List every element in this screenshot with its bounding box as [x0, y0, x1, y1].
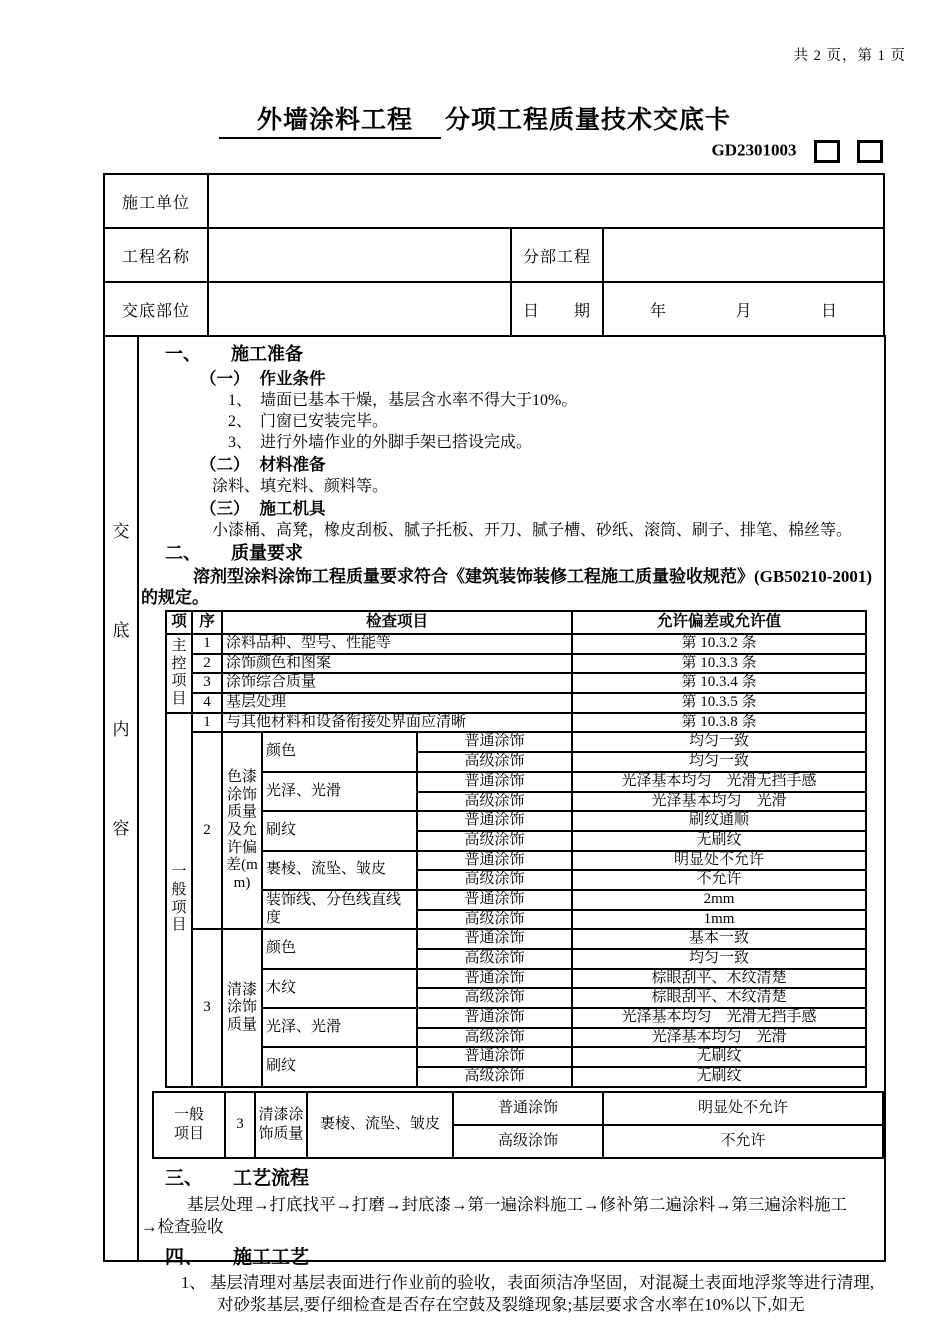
date-value	[603, 282, 884, 336]
allow-value-cell: 均匀一致	[572, 752, 866, 772]
vertical-char: 容	[112, 819, 130, 838]
check-item-cell: 光泽、光滑	[262, 772, 417, 811]
grade-cell: 高级涂饰	[417, 988, 572, 1008]
year-label: 年	[650, 302, 667, 320]
section-title: 质量要求	[231, 543, 303, 563]
check-item-cell: 与其他材料和设备衔接处界面应清晰	[222, 713, 572, 733]
grade-cell: 高级涂饰	[417, 1028, 572, 1048]
process-flow-text: 基层处理→打底找平→打磨→封底漆→第一遍涂料施工→修补第二遍涂料→第三遍涂料施工→检查验收	[141, 1194, 847, 1236]
grade-cell: 普通涂饰	[453, 1092, 603, 1125]
col-header-seq: 序	[192, 611, 222, 634]
allow-value-cell: 无刷纹	[572, 1067, 866, 1087]
grade-cell: 高级涂饰	[417, 792, 572, 812]
allow-value-cell: 光泽基本均匀 光滑	[572, 792, 866, 812]
condition-item: 1、 墙面已基本干燥，基层含水率不得大于10%。	[228, 392, 578, 409]
table-row	[166, 969, 866, 989]
section-number: 四、	[165, 1246, 204, 1268]
main-control-label: 主控项目	[166, 634, 192, 713]
allow-value-cell: 明显处不允许	[603, 1092, 883, 1125]
form-code-row	[103, 140, 883, 163]
seq-cell: 3	[192, 929, 222, 1087]
check-item-cell: 裹棱、流坠、皱皮	[262, 851, 417, 890]
construction-unit-value	[208, 174, 884, 228]
page-title	[0, 100, 950, 136]
check-item-cell: 颜色	[262, 732, 417, 771]
seq-cell: 1	[192, 634, 222, 654]
allow-value-cell: 第 10.3.4 条	[572, 673, 866, 693]
allow-value-cell: 棕眼刮平、木纹清楚	[572, 988, 866, 1008]
table-row	[166, 811, 866, 831]
category-cell-varnish: 清漆涂饰质量	[222, 929, 262, 1087]
allow-value-cell: 基本一致	[572, 929, 866, 949]
sub-title: 材料准备	[259, 455, 326, 474]
allow-value-cell: 第 10.3.5 条	[572, 693, 866, 713]
disclosure-part-value	[208, 282, 511, 336]
general-label: 一般项目	[166, 713, 192, 1087]
condition-item: 3、 进行外墙作业的外脚手架已搭设完成。	[228, 434, 533, 451]
allow-value-cell: 均匀一致	[572, 732, 866, 752]
allow-value-cell: 光泽基本均匀 光滑	[572, 1028, 866, 1048]
section-title: 施工工艺	[233, 1246, 310, 1268]
grade-cell: 普通涂饰	[417, 732, 572, 752]
grade-cell: 普通涂饰	[417, 851, 572, 871]
seq-cell: 3	[192, 673, 222, 693]
sub-number: （三）	[200, 499, 250, 518]
grade-cell: 高级涂饰	[417, 1067, 572, 1087]
seq-cell: 1	[192, 713, 222, 733]
quality-requirements-table	[165, 610, 867, 1088]
table-row	[166, 654, 866, 674]
grade-cell: 普通涂饰	[417, 929, 572, 949]
table-row	[166, 713, 866, 733]
category-cell-paint: 色漆涂饰质量及允许偏差(mm)	[222, 732, 262, 929]
table-row	[166, 1008, 866, 1028]
allow-value-cell: 刷纹通顺	[572, 811, 866, 831]
grade-cell: 高级涂饰	[417, 870, 572, 890]
division-value	[603, 228, 884, 282]
category-cell-varnish	[255, 1092, 307, 1158]
allow-value-cell: 第 10.3.2 条	[572, 634, 866, 654]
grade-cell: 普通涂饰	[417, 1008, 572, 1028]
section-number: 三、	[165, 1167, 204, 1189]
title-text: 分项工程质量技术交底卡	[445, 107, 732, 134]
row-project-name	[104, 228, 884, 282]
check-item-cell: 装饰线、分色线直线度	[262, 890, 417, 929]
seq-cell: 2	[192, 732, 222, 929]
sub-number: （二）	[200, 455, 250, 474]
quality-intro: 溶剂型涂料涂饰工程质量要求符合《建筑装饰装修工程施工质量验收规范》(GB50210-2001)的规定。	[141, 567, 873, 607]
grade-cell: 高级涂饰	[417, 910, 572, 930]
sub-number: （一）	[200, 369, 250, 388]
table-row	[166, 929, 866, 949]
table-row	[166, 634, 866, 654]
allow-value-cell: 第 10.3.3 条	[572, 654, 866, 674]
section-number: 二、	[165, 543, 201, 563]
check-item-cell: 裹棱、流坠、皱皮	[307, 1092, 453, 1158]
section-title: 施工准备	[231, 344, 303, 364]
section-number: 一、	[165, 344, 201, 364]
sub-1-1-heading	[200, 367, 884, 390]
tools-text: 小漆桶、高凳，橡皮刮板、腻子托板、开刀、腻子槽、砂纸、滚筒、刷子、排笔、棉丝等。	[212, 522, 853, 539]
table-row	[166, 1047, 866, 1067]
grade-cell: 高级涂饰	[417, 949, 572, 969]
project-name-label: 工程名称	[104, 228, 208, 282]
vertical-char: 内	[112, 720, 130, 739]
table-row	[166, 693, 866, 713]
code-checkbox-1	[814, 140, 840, 163]
grade-cell: 普通涂饰	[417, 1047, 572, 1067]
vertical-char: 交	[112, 522, 130, 541]
grade-cell: 高级涂饰	[417, 831, 572, 851]
section-3-heading	[165, 1166, 884, 1191]
overflow-quality-row	[152, 1091, 884, 1159]
header-info-table	[103, 173, 885, 337]
grade-cell: 高级涂饰	[453, 1125, 603, 1158]
allow-value-cell: 无刷纹	[572, 1047, 866, 1067]
construction-unit-label: 施工单位	[104, 174, 208, 228]
allow-value-cell: 不允许	[603, 1125, 883, 1158]
allow-value-cell: 明显处不允许	[572, 851, 866, 871]
vertical-label-disclosure-content	[105, 337, 139, 1260]
grade-cell: 普通涂饰	[417, 811, 572, 831]
seq-cell: 3	[225, 1092, 255, 1158]
month-label: 月	[735, 302, 752, 320]
project-type-blank: 外墙涂料工程	[219, 107, 441, 139]
table-row	[166, 673, 866, 693]
seq-cell: 2	[192, 654, 222, 674]
check-item-cell: 光泽、光滑	[262, 1008, 417, 1047]
allow-value-cell: 1mm	[572, 910, 866, 930]
table-row	[166, 732, 866, 752]
sub-1-3-heading	[200, 497, 884, 520]
page-counter: 共 2 页，第 1 页	[793, 48, 906, 64]
allow-value-cell: 2mm	[572, 890, 866, 910]
table-row	[153, 1092, 883, 1125]
row-construction-unit	[104, 174, 884, 228]
section-2-heading	[165, 541, 884, 566]
allow-value-cell: 光泽基本均匀 光滑无挡手感	[572, 772, 866, 792]
col-header-check: 检查项目	[222, 611, 572, 634]
grade-cell: 普通涂饰	[417, 890, 572, 910]
table-header-row	[166, 611, 866, 634]
materials-text: 涂料、填充料、颜料等。	[212, 478, 389, 495]
grade-cell: 普通涂饰	[417, 969, 572, 989]
seq-cell: 4	[192, 693, 222, 713]
disclosure-part-label: 交底部位	[104, 282, 208, 336]
allow-value-cell: 无刷纹	[572, 831, 866, 851]
project-name-value	[208, 228, 511, 282]
general-label	[153, 1092, 225, 1158]
allow-value-cell: 第 10.3.8 条	[572, 713, 866, 733]
check-item-cell: 颜色	[262, 929, 417, 968]
code-checkbox-2	[857, 140, 883, 163]
table-row	[166, 851, 866, 871]
check-item-cell: 刷纹	[262, 811, 417, 850]
table-row	[166, 890, 866, 910]
allow-value-cell: 不允许	[572, 870, 866, 890]
sub-title: 作业条件	[259, 369, 326, 388]
grade-cell: 普通涂饰	[417, 772, 572, 792]
sub-1-2-heading	[200, 453, 884, 476]
section-1-heading	[165, 342, 884, 367]
sub-title: 施工机具	[259, 499, 326, 518]
vertical-char: 底	[112, 621, 130, 640]
main-content	[139, 337, 884, 1314]
check-item-cell: 涂料品种、型号、性能等	[222, 634, 572, 654]
general-label-text: 一般项目	[173, 1107, 204, 1142]
date-label: 日 期	[511, 282, 603, 336]
table-row	[166, 772, 866, 792]
disclosure-content-box	[103, 335, 886, 1314]
division-label: 分部工程	[511, 228, 603, 282]
technique-item-1: 1、 基层清理对基层表面进行作业前的验收，表面须洁净坚固，对混凝土表面地浮浆等进行清理,对砂浆基层,要仔细检查是否存在空鼓及裂缝现象;基层要求含水率在10%以下,如无	[181, 1272, 874, 1314]
section-title: 工艺流程	[233, 1167, 310, 1189]
row-disclosure-part	[104, 282, 884, 336]
col-header-item: 项	[166, 611, 192, 634]
allow-value-cell: 均匀一致	[572, 949, 866, 969]
allow-value-cell: 棕眼刮平、木纹清楚	[572, 969, 866, 989]
check-item-cell: 涂饰颜色和图案	[222, 654, 572, 674]
allow-value-cell: 光泽基本均匀 光滑无挡手感	[572, 1008, 866, 1028]
check-item-cell: 基层处理	[222, 693, 572, 713]
condition-item: 2、 门窗已安装完毕。	[228, 413, 389, 430]
check-item-cell: 木纹	[262, 969, 417, 1008]
check-item-cell: 刷纹	[262, 1047, 417, 1086]
day-label: 日	[821, 302, 838, 320]
col-header-allow: 允许偏差或允许值	[572, 611, 866, 634]
grade-cell: 高级涂饰	[417, 752, 572, 772]
category-text: 清漆涂饰质量	[258, 1107, 304, 1142]
section-4-heading	[165, 1245, 884, 1270]
check-item-cell: 涂饰综合质量	[222, 673, 572, 693]
form-code: GD2301003	[711, 140, 797, 160]
